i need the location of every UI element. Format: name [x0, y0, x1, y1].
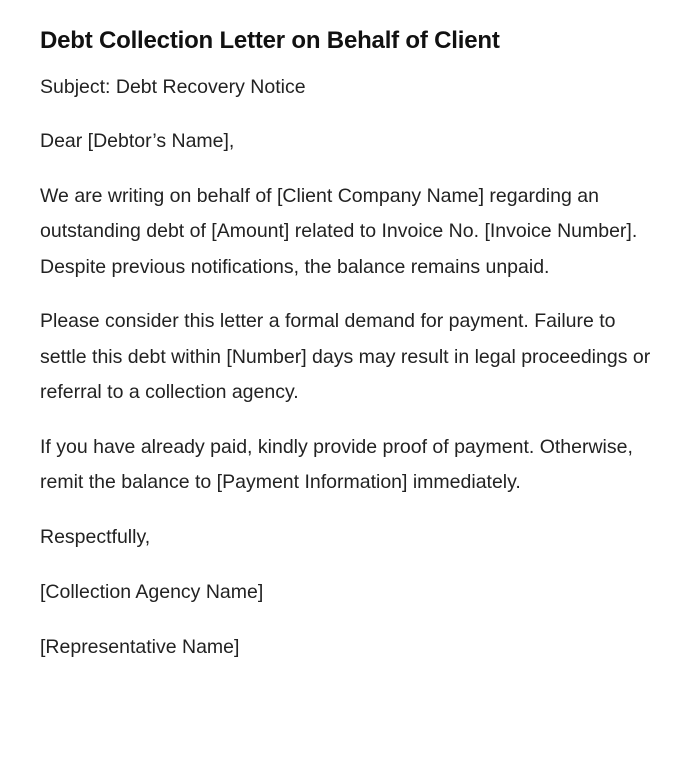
letter-representative-name: [Representative Name]	[40, 635, 240, 658]
letter-paragraph-demand: Please consider this letter a formal demand for payment. Failure to settle this debt within [Number] days may result in legal proceedings or referral to a collection agency.	[40, 310, 651, 404]
letter-paragraph-payment: If you have already paid, kindly provide proof of payment. Otherwise, remit the balance to [Payment Information] immediately.	[40, 435, 633, 494]
letter-agency-name: [Collection Agency Name]	[40, 580, 264, 603]
letter-closing: Respectfully,	[40, 525, 151, 548]
letter-paragraph-intro: We are writing on behalf of [Client Company Name] regarding an outstanding debt of [Amount] related to Invoice No. [Invoice Number]. Despite previous notifications, the balance remains unpaid.	[40, 185, 638, 278]
letter-subject: Subject: Debt Recovery Notice	[40, 76, 306, 98]
letter-salutation: Dear [Debtor’s Name],	[40, 130, 235, 153]
letter-title: Debt Collection Letter on Behalf of Client	[40, 27, 500, 54]
